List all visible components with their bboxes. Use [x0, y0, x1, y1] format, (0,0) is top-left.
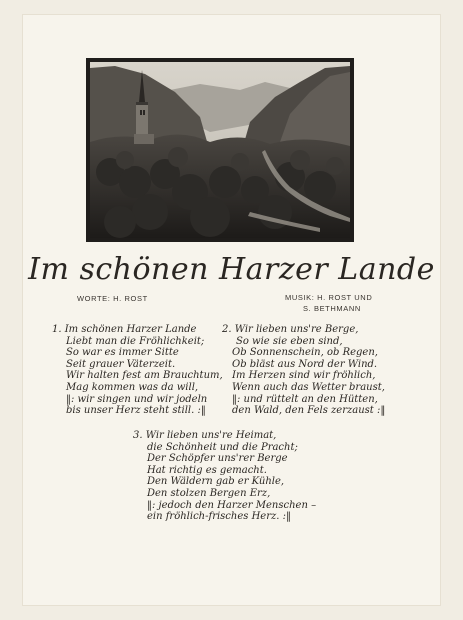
landscape-photo — [86, 58, 354, 242]
verse-line: So war es immer Sitte — [66, 347, 179, 359]
verse-line: bis unser Herz steht still. :‖ — [66, 405, 206, 417]
verse-line: Mag kommen was da will, — [66, 381, 199, 393]
verse-line: 2. Wir lieben uns're Berge, — [222, 324, 359, 335]
verse-line: Der Schöpfer uns'rer Berge — [147, 453, 288, 465]
verse-line: den Wald, den Fels zerzaust :‖ — [232, 405, 386, 417]
verse-2 — [222, 324, 385, 417]
verse-line: Ob bläst aus Nord der Wind. — [232, 358, 378, 370]
verse-1 — [52, 324, 223, 417]
verse-line: ‖: und rüttelt an den Hütten, — [232, 393, 378, 405]
verse-line: Liebt man die Fröhlichkeit; — [66, 335, 205, 347]
valley-church-photo — [90, 62, 350, 238]
verse-line: Im Herzen sind wir fröhlich, — [232, 370, 376, 382]
verse-line: Wir halten fest am Brauchtum, — [66, 370, 223, 382]
verse-line: Den Wäldern gab er Kühle, — [147, 476, 285, 488]
verse-line: 1. Im schönen Harzer Lande — [52, 324, 197, 335]
verse-line: die Schönheit und die Pracht; — [147, 441, 298, 453]
verse-line: ‖: jedoch den Harzer Menschen – — [147, 499, 317, 511]
verse-line: Seit grauer Väterzeit. — [66, 358, 176, 370]
verse-3 — [133, 430, 316, 523]
verse-line: So wie sie eben sind, — [236, 335, 343, 347]
verse-line: Ob Sonnenschein, ob Regen, — [232, 347, 378, 359]
verse-line: Hat richtig es gemacht. — [147, 464, 267, 476]
lyrics-credit: WORTE: H. ROST — [77, 294, 148, 303]
music-credit — [285, 292, 372, 314]
song-title: Im schönen Harzer Lande — [28, 252, 435, 287]
verse-line: ‖: wir singen und wir jodeln — [66, 393, 208, 405]
music-credit-line-2: S. BETHMANN — [303, 304, 361, 313]
verse-line: 3. Wir lieben uns're Heimat, — [133, 430, 277, 441]
verse-line: Wenn auch das Wetter braust, — [232, 381, 385, 393]
verse-line: ein fröhlich-frisches Herz. :‖ — [147, 511, 291, 523]
music-credit-line-1: MUSIK: H. ROST UND — [285, 293, 373, 302]
verse-line: Den stolzen Bergen Erz, — [147, 487, 271, 499]
